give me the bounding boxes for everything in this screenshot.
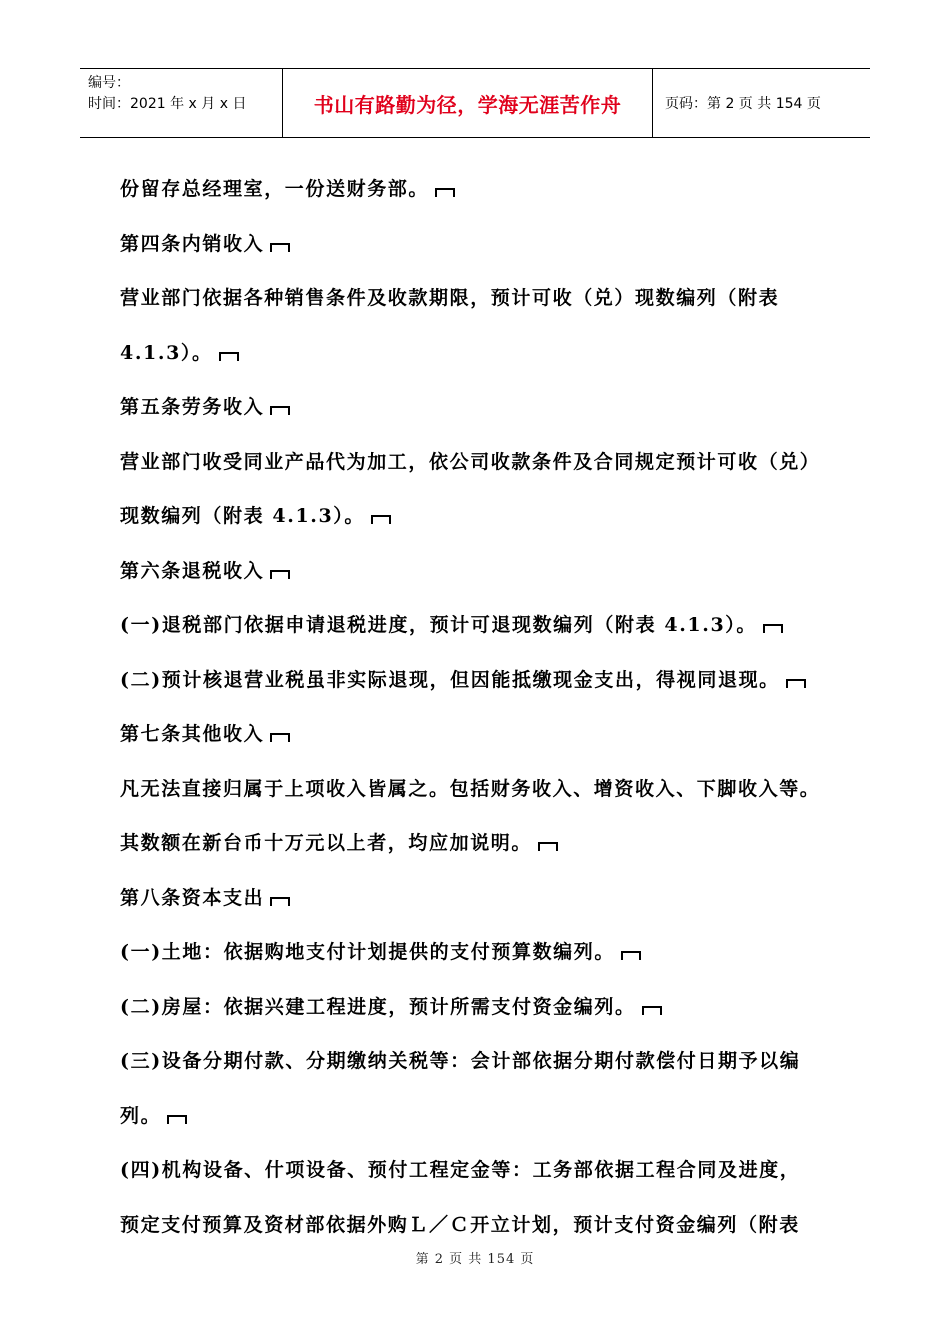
document-date: 时间：2021 年 x 月 x 日 [88,96,247,112]
body-line-17: (三)设备分期付款、分期缴纳关税等：会计部依据分期付款偿付日期予以编 [120,1050,801,1072]
paragraph-mark-icon [270,243,290,252]
header-motto-cell [283,69,653,137]
body-line-1: 份留存总经理室，一份送财务部。 [120,162,880,217]
body-line-6: 营业部门收受同业产品代为加工，依公司收款条件及合同规定预计可收（兑） [120,450,821,473]
paragraph-mark-icon [435,188,455,197]
body-line-16: (二)房屋：依据兴建工程进度，预计所需支付资金编列。 [120,980,880,1035]
body-line-14: 第八条资本支出 [120,871,880,926]
document-body [120,162,880,1252]
body-line-10: (二)预计核退营业税虽非实际退现，但因能抵缴现金支出，得视同退现。 [120,653,880,708]
body-line-18: 列。 [120,1089,880,1144]
body-line-11: 第七条其他收入 [120,707,880,762]
paragraph-mark-icon [642,1006,662,1015]
paragraph-mark-icon [763,624,783,633]
paragraph-mark-icon [621,951,641,960]
document-number-label: 编号： [88,75,130,91]
body-line-4: 4.1.3）。 [120,326,880,381]
body-line-20: 预定支付预算及资材部依据外购Ｌ／Ｃ开立计划，预计支付资金编列（附表 [120,1213,800,1236]
header-meta [80,69,283,137]
paragraph-mark-icon [270,570,290,579]
body-line-12: 凡无法直接归属于上项收入皆属之。包括财务收入、增资收入、下脚收入等。 [120,777,821,800]
paragraph-mark-icon [167,1115,187,1124]
paragraph-mark-icon [371,515,391,524]
paragraph-mark-icon [270,406,290,415]
paragraph-mark-icon [219,352,239,361]
body-line-2: 第四条内销收入 [120,217,880,272]
body-line-3: 营业部门依据各种销售条件及收款期限，预计可收（兑）现数编列（附表 [120,287,780,309]
body-line-5: 第五条劳务收入 [120,380,880,435]
body-line-7: 现数编列（附表 4.1.3）。 [120,489,880,544]
page-footer: 第 2 页 共 154 页 [415,1252,535,1267]
body-line-19: (四)机构设备、什项设备、预付工程定金等：工务部依据工程合同及进度， [120,1159,801,1181]
header-page-info: 页码：第 2 页 共 154 页 [665,96,821,112]
body-line-13: 其数额在新台币十万元以上者，均应加说明。 [120,816,880,871]
paragraph-mark-icon [786,679,806,688]
body-line-8: 第六条退税收入 [120,544,880,599]
page-header [80,68,870,138]
paragraph-mark-icon [270,897,290,906]
body-line-9: (一)退税部门依据申请退税进度，预计可退现数编列（附表 4.1.3）。 [120,598,880,653]
paragraph-mark-icon [538,842,558,851]
header-motto: 书山有路勤为径，学海无涯苦作舟 [313,92,622,117]
body-line-15: (一)土地：依据购地支付计划提供的支付预算数编列。 [120,925,880,980]
paragraph-mark-icon [270,733,290,742]
